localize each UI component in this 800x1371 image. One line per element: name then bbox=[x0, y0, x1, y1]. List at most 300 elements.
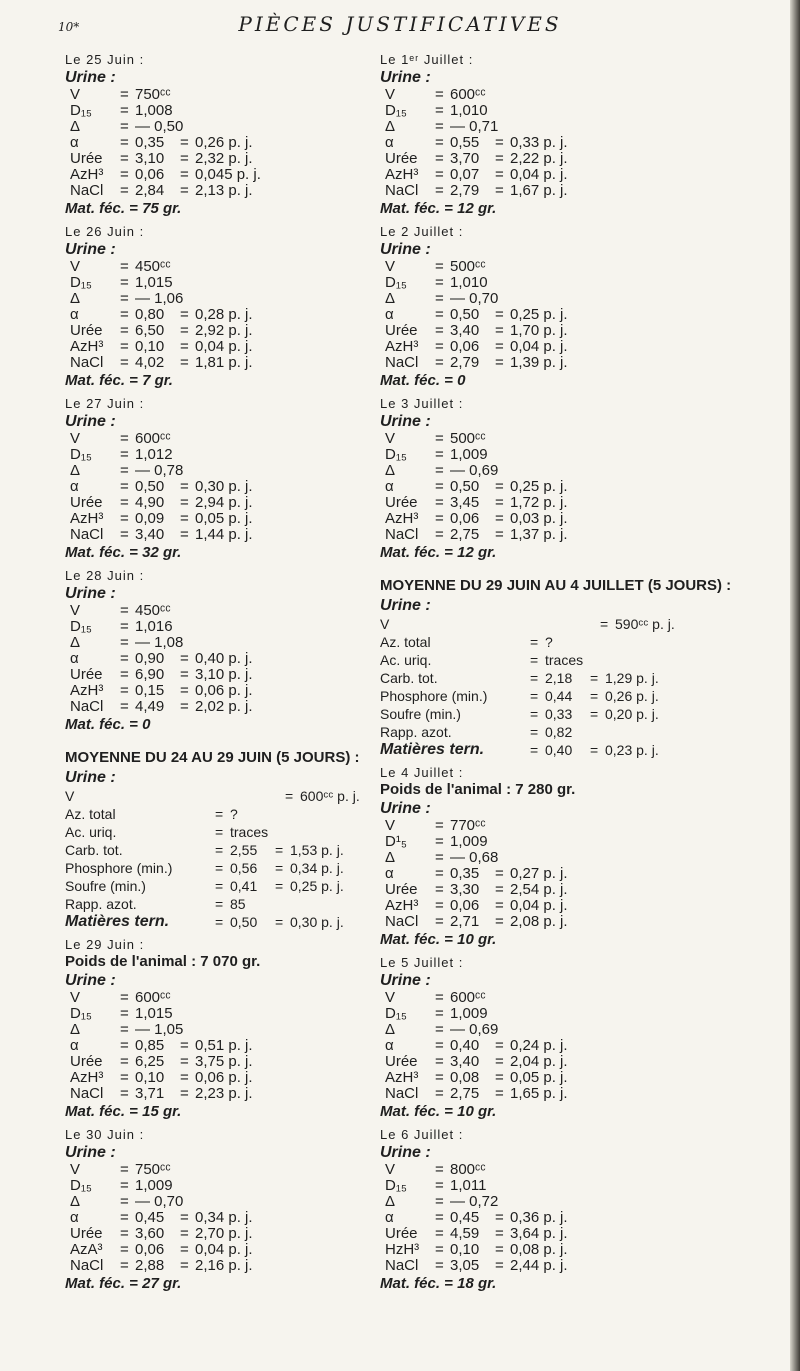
cell: 0,06 p. j. bbox=[195, 1069, 253, 1086]
avg-row bbox=[65, 805, 355, 823]
cell: 1,72 p. j. bbox=[510, 494, 568, 511]
cell: 3,70 bbox=[450, 150, 480, 167]
cell: = bbox=[120, 306, 129, 323]
cell: = bbox=[435, 1053, 444, 1070]
urine-label: Urine : bbox=[65, 241, 116, 258]
cell: Δ bbox=[385, 849, 396, 866]
cell: V bbox=[385, 817, 396, 834]
animal-weight: Poids de l'animal : 7 280 gr. bbox=[380, 781, 576, 798]
cell: 0,28 p. j. bbox=[195, 306, 253, 323]
cell: Urée bbox=[70, 494, 103, 511]
table-row bbox=[65, 183, 355, 199]
table-row bbox=[380, 87, 765, 103]
cell: AzH³ bbox=[70, 338, 104, 355]
cell: 750ᶜᶜ bbox=[135, 86, 171, 103]
avg-row bbox=[65, 859, 355, 877]
cell: = bbox=[215, 914, 224, 930]
cell: AzH³ bbox=[70, 510, 104, 527]
cell: = bbox=[435, 430, 444, 447]
cell: = bbox=[180, 1241, 189, 1258]
cell: = bbox=[495, 338, 504, 355]
cell: = bbox=[120, 322, 129, 339]
table-row bbox=[65, 1210, 355, 1226]
cell: α bbox=[385, 134, 394, 151]
right-column bbox=[380, 52, 765, 1299]
cell: V bbox=[70, 989, 81, 1006]
cell: = bbox=[180, 510, 189, 527]
cell: = bbox=[435, 913, 444, 930]
cell: 0,50 bbox=[450, 478, 480, 495]
cell: Urée bbox=[385, 322, 418, 339]
cell: 3,45 bbox=[450, 494, 480, 511]
cell: = bbox=[435, 1005, 444, 1022]
cell: NaCl bbox=[385, 526, 419, 543]
avg-row bbox=[380, 687, 765, 705]
urine-label: Urine : bbox=[380, 1144, 431, 1161]
cell: 590ᶜᶜ p. j. bbox=[615, 616, 675, 632]
cell: 0,06 p. j. bbox=[195, 682, 253, 699]
cell: NaCl bbox=[70, 1085, 104, 1102]
cell: NaCl bbox=[70, 526, 104, 543]
cell: = bbox=[180, 354, 189, 371]
fecal-matter: Mat. féc. = 10 gr. bbox=[380, 1103, 497, 1120]
cell: 3,40 bbox=[450, 1053, 480, 1070]
table-row bbox=[65, 87, 355, 103]
table-row bbox=[380, 431, 765, 447]
cell: 0,30 p. j. bbox=[290, 914, 344, 930]
cell: 0,35 bbox=[450, 865, 480, 882]
table-row bbox=[380, 914, 765, 930]
cell: 0,10 bbox=[135, 338, 165, 355]
cell: = bbox=[495, 881, 504, 898]
cell: Ac. uriq. bbox=[65, 824, 117, 840]
cell: D¹₅ bbox=[385, 833, 407, 850]
cell: = bbox=[180, 322, 189, 339]
cell: 0,09 bbox=[135, 510, 165, 527]
cell: 450ᶜᶜ bbox=[135, 258, 171, 275]
cell: = bbox=[435, 478, 444, 495]
fecal-matter: Mat. féc. = 75 gr. bbox=[65, 200, 182, 217]
page-edge-shadow bbox=[790, 0, 800, 1371]
table-row bbox=[65, 447, 355, 463]
cell: α bbox=[70, 650, 79, 667]
cell: 4,59 bbox=[450, 1225, 480, 1242]
cell: = bbox=[600, 616, 609, 632]
avg-row bbox=[380, 723, 765, 741]
cell: 0,26 p. j. bbox=[605, 688, 659, 704]
cell: = bbox=[120, 1005, 129, 1022]
cell: 1,016 bbox=[135, 618, 173, 635]
cell: = bbox=[495, 1225, 504, 1242]
cell: 4,02 bbox=[135, 354, 165, 371]
cell: Urée bbox=[385, 494, 418, 511]
table-row bbox=[65, 635, 355, 651]
cell: = bbox=[530, 724, 539, 740]
cell: D₁₅ bbox=[385, 1005, 407, 1022]
table-row bbox=[65, 1038, 355, 1054]
cell: = bbox=[495, 1069, 504, 1086]
spacer bbox=[380, 562, 765, 568]
cell: V bbox=[385, 989, 396, 1006]
cell: = bbox=[180, 478, 189, 495]
cell: Az. total bbox=[65, 806, 116, 822]
table-row bbox=[380, 990, 765, 1006]
table-row bbox=[380, 1086, 765, 1102]
cell: D₁₅ bbox=[385, 274, 407, 291]
cell: 0,45 bbox=[450, 1209, 480, 1226]
cell: = bbox=[120, 258, 129, 275]
cell: α bbox=[385, 1037, 394, 1054]
cell: 2,16 p. j. bbox=[195, 1257, 253, 1274]
cell: Urée bbox=[385, 881, 418, 898]
cell: Carb. tot. bbox=[65, 842, 123, 858]
table-row bbox=[380, 167, 765, 183]
cell: 3,10 p. j. bbox=[195, 666, 253, 683]
cell: 0,06 bbox=[450, 510, 480, 527]
cell: V bbox=[70, 86, 81, 103]
cell: 0,50 bbox=[450, 306, 480, 323]
cell: = bbox=[275, 860, 284, 876]
table-row bbox=[380, 323, 765, 339]
cell: = bbox=[435, 1209, 444, 1226]
cell: = bbox=[435, 1069, 444, 1086]
cell: 0,06 bbox=[450, 897, 480, 914]
table-row bbox=[65, 603, 355, 619]
cell: 0,40 bbox=[545, 742, 573, 758]
cell: = bbox=[120, 290, 129, 307]
cell: Az. total bbox=[380, 634, 431, 650]
cell: = bbox=[435, 849, 444, 866]
record-block bbox=[65, 1127, 355, 1299]
table-row bbox=[65, 1162, 355, 1178]
urine-table bbox=[65, 431, 355, 543]
cell: = bbox=[120, 602, 129, 619]
cell: = bbox=[180, 666, 189, 683]
table-row bbox=[380, 866, 765, 882]
cell: 0,04 p. j. bbox=[510, 166, 568, 183]
record-block bbox=[65, 396, 355, 568]
cell: 2,13 p. j. bbox=[195, 182, 253, 199]
table-row bbox=[380, 1022, 765, 1038]
cell: — 1,06 bbox=[135, 290, 184, 307]
cell: 1,70 p. j. bbox=[510, 322, 568, 339]
cell: 2,18 bbox=[545, 670, 573, 686]
cell: 6,50 bbox=[135, 322, 165, 339]
cell: V bbox=[70, 1161, 81, 1178]
avg-row bbox=[65, 823, 355, 841]
cell: 1,29 p. j. bbox=[605, 670, 659, 686]
cell: = bbox=[180, 494, 189, 511]
cell: D₁₅ bbox=[385, 102, 407, 119]
cell: = bbox=[435, 182, 444, 199]
table-row bbox=[65, 619, 355, 635]
cell: ? bbox=[230, 806, 238, 822]
avg-row bbox=[65, 841, 355, 859]
cell: — 1,05 bbox=[135, 1021, 184, 1038]
cell: 600ᶜᶜ bbox=[135, 989, 171, 1006]
table-row bbox=[65, 1086, 355, 1102]
record-block bbox=[380, 1127, 765, 1299]
cell: = bbox=[180, 650, 189, 667]
cell: 500ᶜᶜ bbox=[450, 430, 486, 447]
cell: V bbox=[70, 258, 81, 275]
cell: = bbox=[435, 989, 444, 1006]
cell: = bbox=[435, 1257, 444, 1274]
cell: 0,50 bbox=[135, 478, 165, 495]
date-heading: Le 25 Juin : bbox=[65, 52, 145, 67]
table-row bbox=[380, 447, 765, 463]
cell: = bbox=[120, 1037, 129, 1054]
cell: 2,23 p. j. bbox=[195, 1085, 253, 1102]
cell: 0,33 bbox=[545, 706, 573, 722]
cell: 0,25 p. j. bbox=[290, 878, 344, 894]
cell: 2,44 p. j. bbox=[510, 1257, 568, 1274]
cell: = bbox=[495, 322, 504, 339]
urine-table bbox=[380, 259, 765, 371]
cell: Δ bbox=[70, 462, 81, 479]
cell: = bbox=[435, 102, 444, 119]
cell: = bbox=[120, 698, 129, 715]
cell: = bbox=[120, 1241, 129, 1258]
cell: = bbox=[120, 634, 129, 651]
cell: = bbox=[435, 306, 444, 323]
cell: V bbox=[385, 430, 396, 447]
fecal-matter: Mat. féc. = 32 gr. bbox=[65, 544, 182, 561]
cell: = bbox=[435, 1085, 444, 1102]
cell: = bbox=[180, 1053, 189, 1070]
cell: = bbox=[120, 526, 129, 543]
cell: 0,08 bbox=[450, 1069, 480, 1086]
urine-label: Urine : bbox=[380, 972, 431, 989]
cell: Soufre (min.) bbox=[65, 878, 146, 894]
cell: 2,79 bbox=[450, 182, 480, 199]
cell: 800ᶜᶜ bbox=[450, 1161, 486, 1178]
table-row bbox=[65, 431, 355, 447]
cell: 600ᶜᶜ bbox=[135, 430, 171, 447]
cell: 6,25 bbox=[135, 1053, 165, 1070]
cell: HzH³ bbox=[385, 1241, 420, 1258]
cell: 2,71 bbox=[450, 913, 480, 930]
cell: 0,06 bbox=[135, 166, 165, 183]
cell: = bbox=[530, 742, 539, 758]
cell: = bbox=[435, 1037, 444, 1054]
cell: AzH³ bbox=[70, 682, 104, 699]
cell: — 0,70 bbox=[135, 1193, 184, 1210]
cell: 6,90 bbox=[135, 666, 165, 683]
cell: — 0,68 bbox=[450, 849, 499, 866]
cell: = bbox=[120, 1177, 129, 1194]
table-row bbox=[65, 119, 355, 135]
cell: = bbox=[435, 354, 444, 371]
cell: Δ bbox=[385, 1193, 396, 1210]
cell: 1,012 bbox=[135, 446, 173, 463]
cell: Soufre (min.) bbox=[380, 706, 461, 722]
table-row bbox=[65, 323, 355, 339]
cell: = bbox=[120, 650, 129, 667]
table-row bbox=[380, 307, 765, 323]
record-block bbox=[380, 396, 765, 568]
spacer bbox=[65, 734, 355, 740]
cell: = bbox=[435, 817, 444, 834]
cell: 0,34 p. j. bbox=[195, 1209, 253, 1226]
cell: = bbox=[530, 688, 539, 704]
cell: AzH³ bbox=[385, 338, 419, 355]
cell: = bbox=[180, 182, 189, 199]
fecal-matter: Mat. féc. = 10 gr. bbox=[380, 931, 497, 948]
cell: 2,55 bbox=[230, 842, 258, 858]
cell: = bbox=[120, 354, 129, 371]
cell: 2,75 bbox=[450, 526, 480, 543]
table-row bbox=[380, 1038, 765, 1054]
record-block bbox=[380, 765, 765, 955]
cell: 0,20 p. j. bbox=[605, 706, 659, 722]
cell: 0,15 bbox=[135, 682, 165, 699]
cell: 1,010 bbox=[450, 274, 488, 291]
cell: = bbox=[120, 989, 129, 1006]
cell: Urée bbox=[70, 150, 103, 167]
cell: Rapp. azot. bbox=[380, 724, 452, 740]
cell: 85 bbox=[230, 896, 246, 912]
cell: = bbox=[120, 666, 129, 683]
cell: 4,49 bbox=[135, 698, 165, 715]
cell: = bbox=[435, 118, 444, 135]
cell: 3,05 bbox=[450, 1257, 480, 1274]
date-heading: Le 5 Juillet : bbox=[380, 955, 464, 970]
table-row bbox=[380, 183, 765, 199]
cell: NaCl bbox=[385, 1085, 419, 1102]
cell: 0,40 p. j. bbox=[195, 650, 253, 667]
cell: = bbox=[530, 706, 539, 722]
date-heading: Le 30 Juin : bbox=[65, 1127, 145, 1142]
cell: — 0,72 bbox=[450, 1193, 499, 1210]
cell: = bbox=[590, 706, 599, 722]
cell: Urée bbox=[385, 150, 418, 167]
cell: 0,51 p. j. bbox=[195, 1037, 253, 1054]
cell: 1,009 bbox=[450, 1005, 488, 1022]
cell: = bbox=[120, 430, 129, 447]
cell: 2,22 p. j. bbox=[510, 150, 568, 167]
table-row bbox=[380, 1070, 765, 1086]
cell: = bbox=[590, 742, 599, 758]
table-row bbox=[380, 495, 765, 511]
cell: α bbox=[70, 1037, 79, 1054]
fecal-matter: Mat. féc. = 0 bbox=[380, 372, 466, 389]
cell: AzH³ bbox=[70, 166, 104, 183]
cell: 0,45 bbox=[135, 1209, 165, 1226]
cell: = bbox=[120, 1225, 129, 1242]
cell: — 0,70 bbox=[450, 290, 499, 307]
cell: = bbox=[120, 182, 129, 199]
cell: V bbox=[380, 616, 390, 632]
table-row bbox=[380, 1194, 765, 1210]
cell: Δ bbox=[385, 118, 396, 135]
table-row bbox=[65, 259, 355, 275]
cell: = bbox=[435, 1021, 444, 1038]
cell: Urée bbox=[385, 1053, 418, 1070]
record-block bbox=[65, 748, 360, 937]
date-heading: Le 2 Juillet : bbox=[380, 224, 464, 239]
cell: NaCl bbox=[70, 354, 104, 371]
cell: = bbox=[180, 526, 189, 543]
record-block bbox=[65, 937, 355, 1127]
cell: 2,32 p. j. bbox=[195, 150, 253, 167]
table-row bbox=[65, 135, 355, 151]
fecal-matter: Mat. féc. = 18 gr. bbox=[380, 1275, 497, 1292]
urine-table bbox=[65, 259, 355, 371]
cell: Δ bbox=[70, 1193, 81, 1210]
cell: Δ bbox=[70, 634, 81, 651]
table-row bbox=[65, 699, 355, 715]
cell: α bbox=[70, 1209, 79, 1226]
record-block bbox=[65, 52, 355, 224]
cell: = bbox=[180, 166, 189, 183]
date-heading: Le 27 Juin : bbox=[65, 396, 145, 411]
cell: 2,88 bbox=[135, 1257, 165, 1274]
cell: 0,045 p. j. bbox=[195, 166, 261, 183]
cell: = bbox=[435, 462, 444, 479]
table-row bbox=[65, 527, 355, 543]
table-row bbox=[65, 495, 355, 511]
cell: D₁₅ bbox=[385, 446, 407, 463]
cell: Urée bbox=[70, 322, 103, 339]
cell: = bbox=[120, 166, 129, 183]
cell: 4,90 bbox=[135, 494, 165, 511]
record-block bbox=[65, 224, 355, 396]
cell: 0,33 p. j. bbox=[510, 134, 568, 151]
table-row bbox=[65, 1070, 355, 1086]
table-row bbox=[65, 275, 355, 291]
table-row bbox=[380, 1162, 765, 1178]
cell: 3,40 bbox=[450, 322, 480, 339]
cell: = bbox=[180, 1085, 189, 1102]
cell: 0,35 bbox=[135, 134, 165, 151]
table-row bbox=[65, 167, 355, 183]
cell: 2,94 p. j. bbox=[195, 494, 253, 511]
cell: α bbox=[70, 134, 79, 151]
table-row bbox=[380, 135, 765, 151]
page-number: 10* bbox=[58, 20, 80, 34]
running-header: PIÈCES JUSTIFICATIVES bbox=[238, 12, 562, 36]
cell: 0,06 bbox=[135, 1241, 165, 1258]
cell: = bbox=[530, 634, 539, 650]
cell: α bbox=[385, 478, 394, 495]
cell: = bbox=[180, 682, 189, 699]
cell: 0,50 bbox=[230, 914, 258, 930]
table-row bbox=[65, 1242, 355, 1258]
cell: V bbox=[70, 602, 81, 619]
cell: = bbox=[495, 134, 504, 151]
cell: 0,30 p. j. bbox=[195, 478, 253, 495]
cell: = bbox=[120, 150, 129, 167]
table-row bbox=[380, 1054, 765, 1070]
cell: = bbox=[495, 897, 504, 914]
cell: = bbox=[120, 1069, 129, 1086]
cell: = bbox=[120, 338, 129, 355]
cell: 0,10 bbox=[450, 1241, 480, 1258]
urine-label: Urine : bbox=[380, 800, 431, 817]
cell: = bbox=[435, 338, 444, 355]
cell: = bbox=[435, 1161, 444, 1178]
table-row bbox=[380, 291, 765, 307]
record-block bbox=[380, 576, 765, 765]
cell: = bbox=[180, 134, 189, 151]
cell: Carb. tot. bbox=[380, 670, 438, 686]
cell: 0,10 bbox=[135, 1069, 165, 1086]
cell: = bbox=[120, 446, 129, 463]
table-row bbox=[380, 275, 765, 291]
cell: = bbox=[120, 618, 129, 635]
cell: 1,44 p. j. bbox=[195, 526, 253, 543]
